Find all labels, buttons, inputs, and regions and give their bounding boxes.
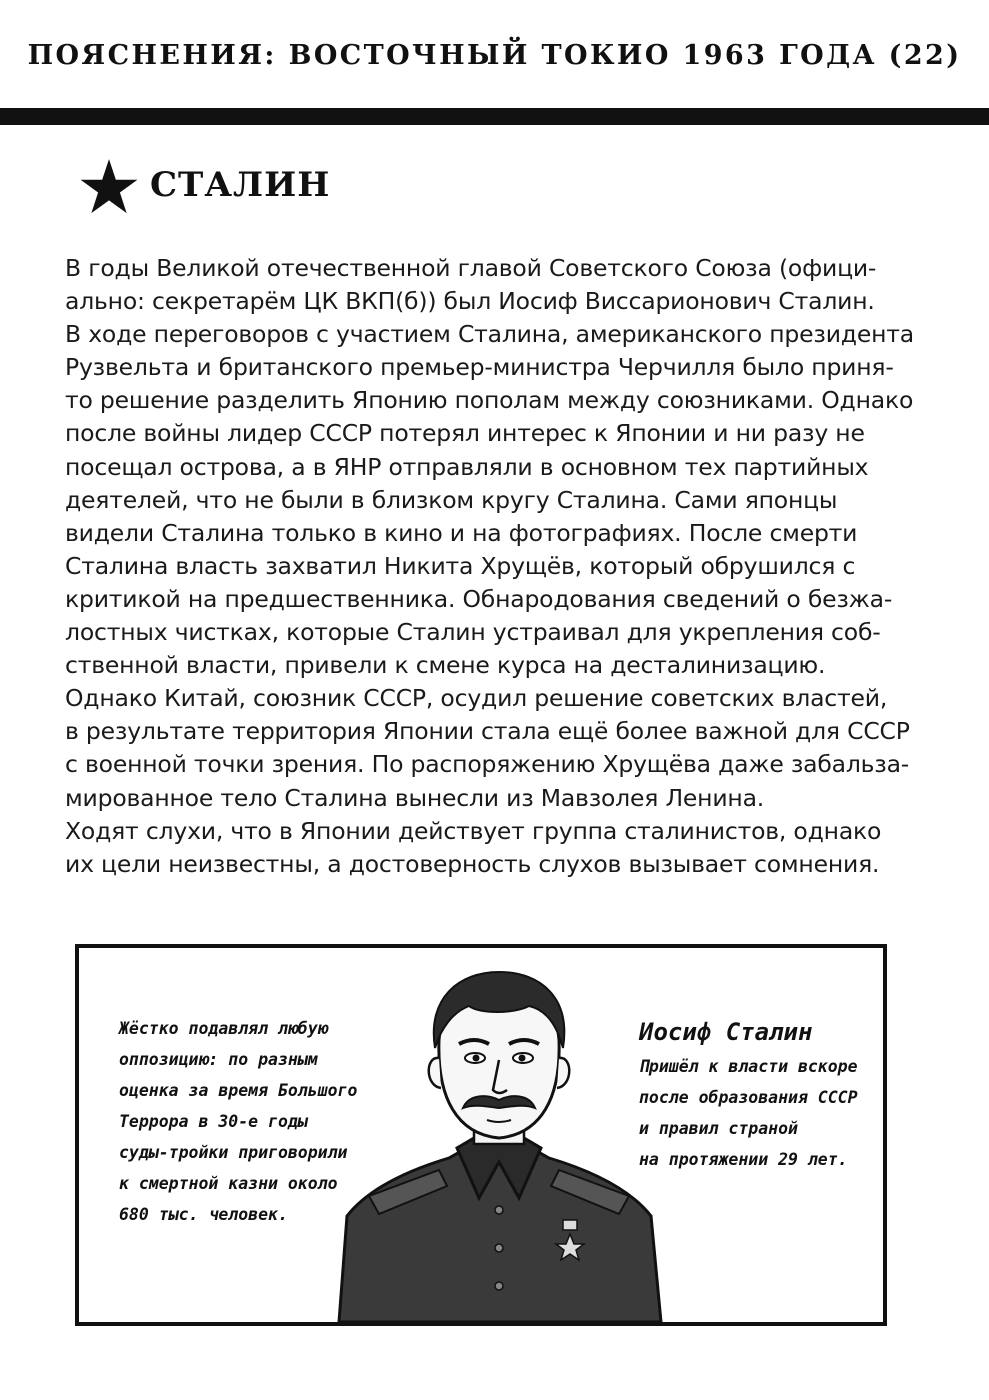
body-line: критикой на предшественника. Обнародования сведений о безжа- <box>65 584 893 613</box>
caption-line: на протяжении 29 лет. <box>639 1150 848 1169</box>
body-line: ально: секретарём ЦК ВКП(б)) был Иосиф Виссарионович Сталин. <box>65 287 875 316</box>
caption-line: к смертной казни около <box>119 1174 338 1193</box>
body-line: то решение разделить Японию пополам между союзниками. Однако <box>65 386 914 415</box>
illustration-panel <box>75 944 887 1326</box>
body-line: мированное тело Сталина вынесли из Мавзолея Ленина. <box>65 783 765 812</box>
caption-line: оппозицию: по разным <box>119 1050 318 1069</box>
body-line: их цели неизвестны, а достоверность слухов вызывает сомнения. <box>65 849 880 878</box>
section-title: СТАЛИН <box>150 165 331 205</box>
body-line: В годы Великой отечественной главой Советского Союза (офици- <box>65 254 877 282</box>
right-caption <box>639 1013 858 1175</box>
body-line: в результате территория Японии стала ещё более важной для СССР <box>65 717 910 746</box>
body-line: ственной власти, привели к смене курса на десталинизацию. <box>65 651 826 680</box>
body-line: лостных чистках, которые Сталин устраивал для укрепления соб- <box>65 618 881 647</box>
star-icon <box>80 158 138 216</box>
body-line: деятелей, что не были в близком кругу Сталина. Сами японцы <box>65 485 838 514</box>
body-line: Ходят слухи, что в Японии действует группа сталинистов, однако <box>65 816 882 845</box>
caption-line: Пришёл к власти вскоре <box>639 1057 858 1076</box>
caption-line: Террора в 30-е годы <box>119 1112 308 1131</box>
body-line: видели Сталина только в кино и на фотографиях. После смерти <box>65 518 858 547</box>
caption-line: Жёстко подавлял любую <box>119 1019 328 1038</box>
body-line: Сталина власть захватил Никита Хрущёв, который обрушился с <box>65 551 856 580</box>
body-line: Однако Китай, союзник СССР, осудил решение советских властей, <box>65 684 888 713</box>
left-caption <box>119 1013 357 1230</box>
caption-line: оценка за время Большого <box>119 1081 358 1100</box>
portrait-illustration <box>329 948 669 1322</box>
header-rule <box>0 108 989 125</box>
body-line: посещал острова, а в ЯНР отправляли в основном тех партийных <box>65 452 869 481</box>
caption-name: Иосиф Сталин <box>639 1018 813 1046</box>
body-line: с военной точки зрения. По распоряжению Хрущёва даже забальза- <box>65 750 910 779</box>
article-body <box>65 252 970 881</box>
page-header-title: ПОЯСНЕНИЯ: ВОСТОЧНЫЙ ТОКИО 1963 ГОДА (22) <box>27 40 962 71</box>
body-line: Рузвельта и британского премьер-министра Черчилля было приня- <box>65 353 894 382</box>
caption-line: суды-тройки приговорили <box>119 1143 348 1162</box>
body-line: В ходе переговоров с участием Сталина, американского президента <box>65 320 914 349</box>
caption-line: после образования СССР <box>639 1088 858 1107</box>
body-line: после войны лидер СССР потерял интерес к Японии и ни разу не <box>65 419 865 448</box>
caption-line: 680 тыс. человек. <box>119 1205 288 1224</box>
caption-line: и правил страной <box>639 1119 798 1138</box>
